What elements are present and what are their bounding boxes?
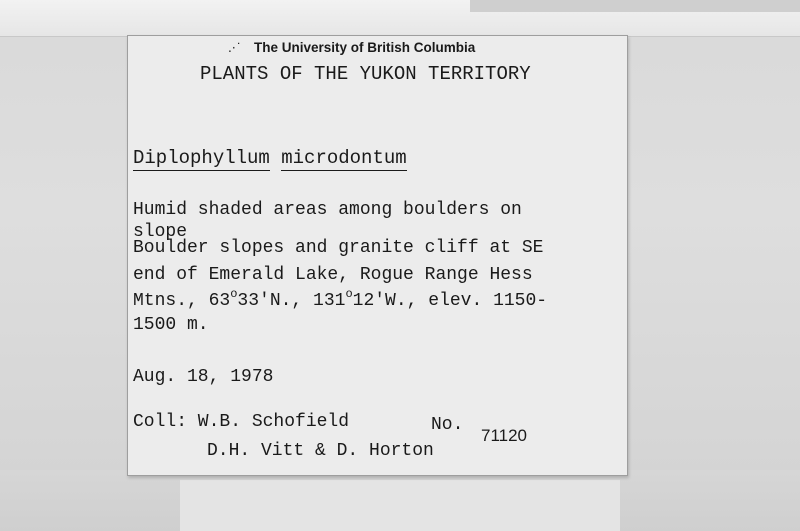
collection-number: 71120: [481, 426, 528, 445]
locality-long-part: 33'N., 131: [237, 291, 346, 311]
taxon-name: [133, 147, 407, 169]
collector-line-2: D.H. Vitt & D. Horton: [207, 441, 434, 461]
genus: Diplophyllum: [133, 147, 270, 169]
locality-line-2: end of Emerald Lake, Rogue Range Hess: [133, 265, 533, 285]
series-title: PLANTS OF THE YUKON TERRITORY: [200, 63, 531, 85]
locality-line-4: 1500 m.: [133, 315, 209, 335]
habitat-line-1: Humid shaded areas among boulders on: [133, 200, 522, 220]
collector-line-1: Coll: W.B. Schofield: [133, 412, 350, 432]
locality-elev-part: 12'W., elev. 1150-: [352, 291, 548, 311]
paper-fold: [180, 480, 620, 531]
collection-date: Aug. 18, 1978: [133, 367, 274, 387]
species: microdontum: [281, 147, 407, 169]
institution-name: The University of British Columbia: [254, 40, 476, 55]
ink-specks: .·˙: [228, 41, 242, 55]
number-label: No.: [431, 415, 464, 435]
degree-mark-2: o: [345, 287, 353, 301]
degree-mark-1: o: [230, 287, 238, 301]
paper-edge: [470, 0, 800, 12]
locality-line-3: [133, 287, 548, 313]
habitat-line-2: slope: [133, 222, 188, 242]
locality-lat-part: Mtns., 63: [133, 291, 231, 311]
locality-line-1: Boulder slopes and granite cliff at SE: [133, 238, 544, 258]
